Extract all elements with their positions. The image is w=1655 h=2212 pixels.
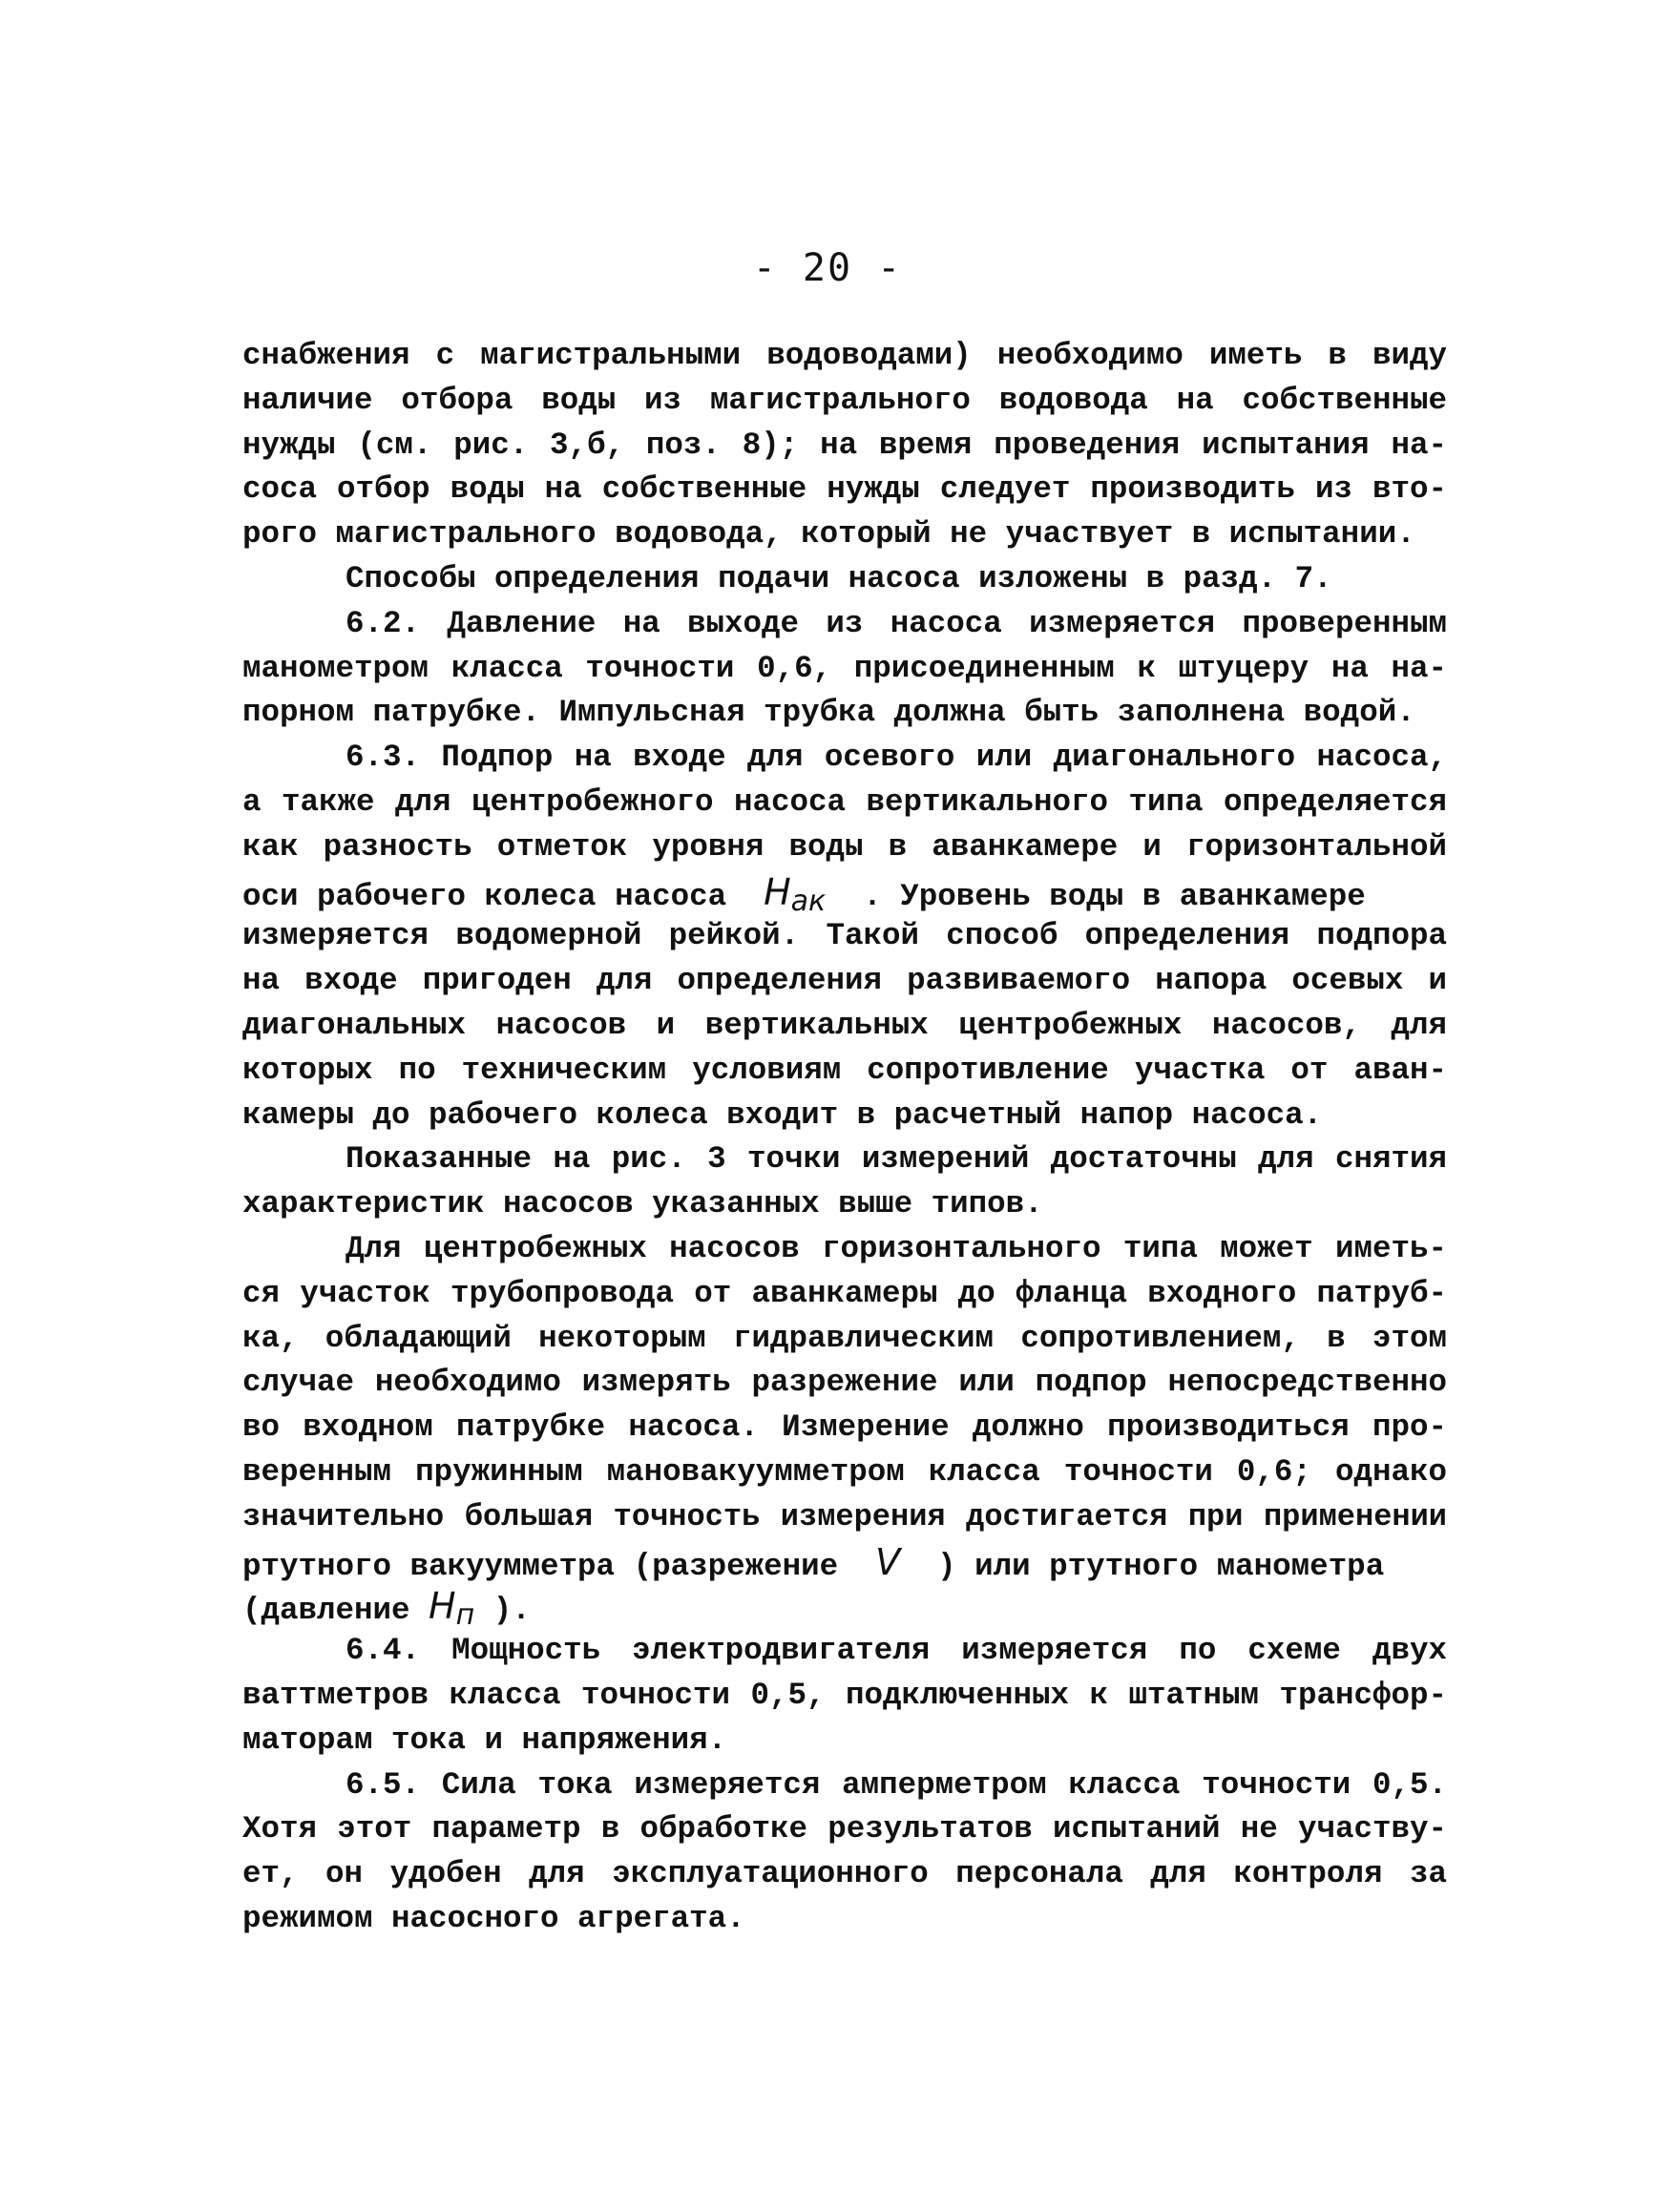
text-line: маторам тока и напряжения. [242, 1722, 727, 1758]
text-line: ваттметров класса точности 0,5, подключенных к штатным трансфор- [242, 1677, 1447, 1713]
text-line: нужды (см. рис. 3,б, поз. 8); на время проведения испытания на- [242, 427, 1447, 463]
math-symbol: $H_{ак}$ [764, 870, 827, 918]
text-line: во входном патрубке насоса. Измерение должно производиться про- [242, 1409, 1447, 1446]
text-line: значительно большая точность измерения достигается при применении [242, 1498, 1447, 1534]
text-fragment: ртутного вакуумметра (разрежение [242, 1548, 876, 1584]
text-line: 6.4. Мощность электродвигателя измеряется по схеме двух [346, 1633, 1447, 1669]
text-line: Способы определения подачи насоса изложены в разд. 7. [346, 560, 1332, 596]
text-fragment: (давление [242, 1593, 429, 1629]
text-line: снабжения с магистральными водоводами) необходимо иметь в виду [242, 338, 1447, 373]
text-line: камеры до рабочего колеса входит в расчетный напор насоса. [242, 1096, 1323, 1133]
text-line: 6.5. Сила тока измеряется амперметром класса точности 0,5. [346, 1766, 1447, 1803]
text-line: Для центробежных насосов горизонтального типа может иметь- [346, 1230, 1447, 1266]
text-fragment: ). [474, 1593, 531, 1629]
text-line: 6.2. Давление на выходе из насоса измеряется проверенным [346, 605, 1447, 641]
text-line: а также для центробежного насоса вертикального типа определяется [242, 783, 1447, 820]
text-line: измеряется водомерной рейкой. Такой способ определения подпора [242, 918, 1447, 954]
text-line: веренным пружинным мановакуумметром класса точности 0,6; однако [242, 1453, 1447, 1490]
text-line: диагональных насосов и вертикальных центробежных насосов, для [242, 1007, 1447, 1043]
math-subscript: ак [790, 884, 827, 918]
text-line: 6.3. Подпор на входе для осевого или диагонального насоса, [346, 740, 1447, 776]
text-fragment: оси рабочего колеса насоса [242, 878, 765, 914]
text-line: Хотя этот параметр в обработке результатов испытаний не участву- [242, 1811, 1447, 1847]
text-line [242, 1540, 1447, 1585]
document-body [242, 334, 1447, 1942]
text-line: на входе пригоден для определения развиваемого напора осевых и [242, 963, 1447, 999]
text-line: как разность отметок уровня воды в аванкамере и горизонтальной [242, 828, 1447, 865]
text-line: ся участок трубопровода от аванкамеры до фланца входного патруб- [242, 1275, 1447, 1311]
text-line: соса отбор воды на собственные нужды следует производить из вто- [242, 471, 1447, 508]
text-line: Показанные на рис. 3 точки измерений достаточны для снятия [346, 1141, 1447, 1178]
math-symbol: $H_п$ [429, 1585, 475, 1633]
text-line: режимом насосного агрегата. [242, 1900, 745, 1936]
text-line: порном патрубке. Импульсная трубка должна быть заполнена водой. [242, 695, 1415, 731]
text-line: случае необходимо измерять разрежение или подпор непосредственно [242, 1365, 1447, 1401]
text-line: которых по техническим условиям сопротивление участка от аван- [242, 1052, 1447, 1088]
text-fragment: ) или ртутного манометра [900, 1548, 1385, 1584]
text-line: ет, он удобен для эксплуатационного персонала для контроля за [242, 1856, 1447, 1892]
text-line: манометром класса точности 0,6, присоединенным к штуцеру на на- [242, 650, 1447, 686]
text-line [242, 870, 1447, 918]
text-fragment: . Уровень воды в аванкамере [826, 878, 1366, 914]
text-line: ка, обладающий некоторым гидравлическим сопротивлением, в этом [242, 1320, 1447, 1356]
math-subscript: п [455, 1598, 475, 1633]
text-line [242, 1584, 1447, 1633]
text-line: рого магистрального водовода, который не участвует в испытании. [242, 516, 1415, 553]
page-number: - 20 - [752, 246, 903, 290]
text-line: характеристик насосов указанных выше типов. [242, 1186, 1043, 1222]
math-symbol: V [875, 1540, 901, 1583]
text-line: наличие отбора воды из магистрального водовода на собственные [242, 382, 1447, 418]
